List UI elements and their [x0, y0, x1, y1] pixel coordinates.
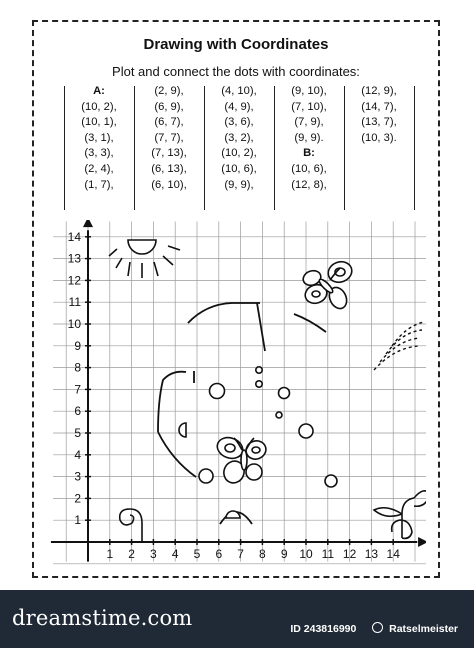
- y-tick-label: 10: [67, 317, 81, 331]
- column-divider: [344, 86, 345, 210]
- coordinate-column-3: [204, 84, 274, 193]
- column-divider: [64, 86, 65, 210]
- coordinate-entry: (3, 2),: [224, 131, 254, 144]
- swirl-icon: [120, 509, 142, 543]
- x-tick-label: 2: [128, 547, 135, 561]
- dots: [199, 367, 337, 487]
- x-tick-label: 13: [364, 547, 379, 561]
- sun-icon: [109, 240, 180, 278]
- coordinate-entry: (10, 2),: [81, 100, 117, 113]
- coordinate-entry: (10, 2),: [221, 147, 257, 160]
- coordinate-column-2: [134, 84, 204, 193]
- x-tick-label: 1: [106, 547, 114, 561]
- coordinate-entry: (2, 9),: [154, 85, 184, 97]
- y-tick-label: 13: [67, 251, 81, 266]
- x-tick-label: 3: [150, 547, 157, 561]
- y-tick-label: 3: [74, 469, 81, 484]
- coordinate-entry: (7, 9),: [294, 116, 324, 129]
- page-title: Drawing with Coordinates: [143, 36, 329, 53]
- coordinate-entry: (10, 3).: [361, 131, 397, 144]
- author-name: Ratselmeister: [389, 623, 458, 635]
- y-tick-label: 5: [74, 426, 81, 440]
- y-tick-label: 11: [68, 295, 81, 310]
- column-divider: [414, 86, 415, 210]
- coordinate-entry: (10, 6),: [291, 162, 327, 175]
- image-id-info: [290, 622, 458, 635]
- y-tick-label: 6: [74, 404, 81, 419]
- coordinate-entry: (7, 13),: [151, 147, 187, 160]
- coordinate-entry: (10, 6),: [221, 162, 257, 175]
- coordinate-entry: (4, 9),: [224, 100, 254, 113]
- coordinate-entry: (14, 7),: [361, 100, 397, 113]
- coordinate-entry: (13, 7),: [361, 116, 397, 129]
- coordinate-entry: (6, 10),: [151, 178, 187, 191]
- coordinate-entry: (7, 7),: [154, 131, 184, 144]
- x-tick-label: 11: [321, 547, 335, 561]
- coordinate-entry: (9, 9).: [294, 131, 324, 144]
- y-tick-label: 14: [67, 229, 81, 244]
- x-tick-label: 6: [215, 547, 223, 561]
- column-divider: [204, 86, 205, 210]
- x-tick-label: 8: [259, 547, 266, 561]
- coordinate-entry: (3, 6),: [224, 116, 254, 129]
- y-tick-label: 12: [67, 273, 81, 288]
- column-divider: [134, 86, 135, 210]
- plant-sprout-icon: [374, 491, 426, 539]
- coordinate-entry: (12, 8),: [291, 178, 327, 191]
- y-tick-label: 1: [74, 513, 81, 528]
- x-tick-label: 12: [342, 547, 357, 561]
- y-axis-arrow-icon: [83, 220, 93, 227]
- coordinate-entry: (3, 3),: [84, 147, 114, 160]
- x-axis-arrow-icon: [418, 537, 426, 547]
- axes: [51, 220, 426, 562]
- coordinate-entry: (7, 10),: [291, 100, 327, 113]
- coordinate-grid: [46, 220, 426, 570]
- coordinate-entry: (12, 9),: [361, 85, 397, 97]
- avatar-icon: [372, 622, 383, 633]
- coordinate-entry: (6, 7),: [154, 116, 184, 129]
- x-tick-label: 5: [193, 547, 201, 561]
- coordinate-entry: B:: [303, 147, 315, 160]
- y-tick-label: 8: [74, 360, 81, 375]
- x-tick-label: 7: [237, 547, 244, 561]
- y-tick-label: 2: [74, 491, 81, 506]
- coordinate-entry: (1, 7),: [84, 178, 114, 191]
- coordinate-column-1: [64, 84, 134, 193]
- coordinate-entry: (4, 10),: [221, 85, 257, 97]
- coordinate-entry: (10, 1),: [81, 116, 117, 129]
- y-tick-label: 4: [74, 447, 81, 462]
- coordinate-table: [64, 84, 414, 216]
- coordinate-entry: (2, 4),: [84, 162, 114, 175]
- image-id: ID 243816990: [290, 623, 357, 635]
- butterfly-icon: [214, 434, 268, 486]
- coordinate-entry: (9, 9),: [224, 178, 254, 191]
- watermark-footer: [0, 590, 474, 648]
- hidden-picture-fragments: [158, 303, 326, 524]
- brand-logo: dreamstime.com: [12, 606, 193, 630]
- y-tick-label: 7: [74, 382, 81, 397]
- coordinate-column-4: [274, 84, 344, 193]
- x-tick-label: 14: [386, 547, 400, 561]
- worksheet: [32, 20, 440, 578]
- coordinate-entry: (6, 13),: [151, 162, 187, 175]
- instruction-text: Plot and connect the dots with coordinates:: [112, 64, 360, 79]
- x-tick-label: 10: [299, 547, 313, 561]
- coordinate-entry: (3, 1),: [84, 131, 114, 144]
- coordinate-column-5: [344, 84, 414, 146]
- x-tick-label: 9: [280, 547, 288, 561]
- x-tick-label: 4: [171, 547, 179, 561]
- coordinate-entry: A:: [93, 85, 105, 97]
- column-divider: [274, 86, 275, 210]
- coordinate-entry: (9, 10),: [291, 85, 327, 97]
- coordinate-entry: (6, 9),: [154, 100, 184, 113]
- y-tick-label: 9: [74, 338, 81, 353]
